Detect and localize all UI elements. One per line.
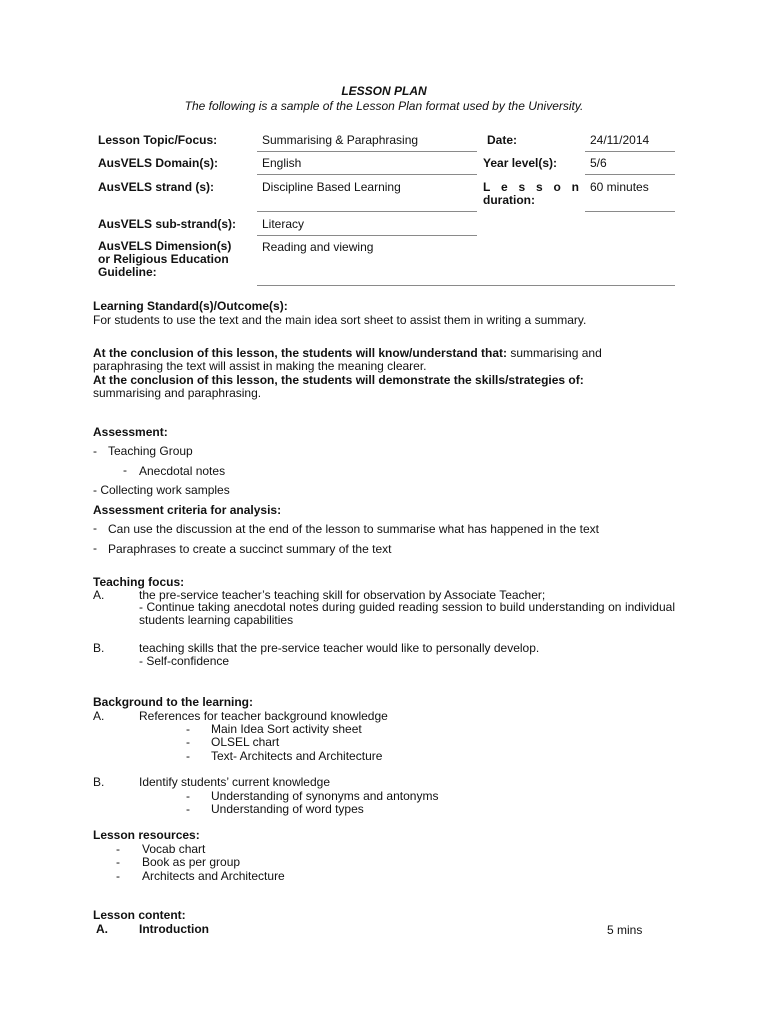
conclusion-know [93,346,602,360]
table-rule [585,174,675,175]
dimension-label-line: Guideline: [98,265,157,279]
dash-bullet: - [93,444,97,458]
duration-label: L e s s o n [483,180,579,194]
resource-item: Book as per group [142,855,241,869]
focus-a-sub: - Continue taking anecdotal notes during guided reading session to build understanding on individual students learning capabilities [139,600,675,627]
substrand-value: Literacy [262,217,305,231]
dash-bullet: - [186,802,190,816]
focus-letter: A. [93,588,105,602]
criteria-item: Can use the discussion at the end of the lesson to summarise what has happened in the text [108,522,599,536]
dash-bullet: - [186,789,190,803]
resource-item: Vocab chart [142,842,206,856]
dash-bullet: - [93,541,97,555]
background-b-item: Understanding of synonyms and antonyms [211,789,439,803]
content-a-time: 5 mins [607,923,643,937]
background-letter: B. [93,775,105,789]
table-rule [257,211,477,212]
topic-value: Summarising & Paraphrasing [262,133,419,147]
dash-bullet: - [93,521,97,535]
focus-a-text: the pre-service teacher’s teaching skill for observation by Associate Teacher; [139,588,546,602]
assessment-item: Teaching Group [108,444,193,458]
background-a-item: Text- Architects and Architecture [211,749,383,763]
criteria-item: Paraphrases to create a succinct summary of the text [108,542,392,556]
strand-label: AusVELS strand (s): [98,180,215,194]
conclusion-demo-lead: At the conclusion of this lesson, the students will demonstrate the skills/strategies of: [93,373,584,387]
conclusion-demo-text: summarising and paraphrasing. [93,386,262,400]
dash-bullet: - [186,735,190,749]
content-a-title: Introduction [139,922,209,936]
focus-b-text: teaching skills that the pre-service teacher would like to personally develop. [139,641,540,655]
background-a-item: Main Idea Sort activity sheet [211,722,362,736]
dimension-value: Reading and viewing [262,240,374,254]
resource-item: Architects and Architecture [142,869,285,883]
duration-label-2: duration: [483,193,535,207]
table-rule [257,285,675,286]
resources-heading: Lesson resources: [93,828,200,842]
year-label: Year level(s): [483,156,558,170]
date-label: Date: [487,133,518,147]
page-subtitle: The following is a sample of the Lesson Plan format used by the University. [184,99,584,113]
duration-value: 60 minutes [590,180,649,194]
dimension-label-line: AusVELS Dimension(s) [98,239,232,253]
dash-bullet: - [186,749,190,763]
dash-bullet: - [116,842,120,856]
focus-letter: B. [93,641,105,655]
assessment-item: - Collecting work samples [93,483,230,497]
dimension-label-line: or Religious Education [98,252,229,266]
table-rule [585,151,675,152]
teaching-focus-heading: Teaching focus: [93,575,185,589]
conclusion-know-cont: paraphrasing the text will assist in making the meaning clearer. [93,359,427,373]
page-title: LESSON PLAN [341,84,427,98]
background-a-item: OLSEL chart [211,735,280,749]
substrand-label: AusVELS sub-strand(s): [98,217,237,231]
focus-b-sub: - Self-confidence [139,654,230,668]
strand-value: Discipline Based Learning [262,180,401,194]
background-a-text: References for teacher background knowledge [139,709,388,723]
criteria-heading: Assessment criteria for analysis: [93,503,282,517]
table-rule [257,151,477,152]
dash-bullet: - [116,869,120,883]
conclusion-know-text: summarising and [507,346,602,360]
background-letter: A. [93,709,105,723]
table-rule [585,211,675,212]
learning-standard-heading: Learning Standard(s)/Outcome(s): [93,299,288,313]
background-heading: Background to the learning: [93,695,254,709]
background-b-item: Understanding of word types [211,802,364,816]
dash-bullet: - [123,463,127,477]
content-letter: A. [96,922,108,936]
table-rule [257,174,477,175]
year-value: 5/6 [590,156,607,170]
date-value: 24/11/2014 [590,133,650,147]
domain-label: AusVELS Domain(s): [98,156,219,170]
topic-label: Lesson Topic/Focus: [98,133,218,147]
domain-value: English [262,156,302,170]
content-heading: Lesson content: [93,908,186,922]
conclusion-know-lead: At the conclusion of this lesson, the students will know/understand that: [93,346,508,360]
assessment-subitem: Anecdotal notes [139,464,226,478]
learning-standard-text: For students to use the text and the main idea sort sheet to assist them in writing a summary. [93,313,587,327]
background-b-text: Identify students’ current knowledge [139,775,330,789]
assessment-heading: Assessment: [93,425,168,439]
dimension-label [98,240,231,279]
dash-bullet: - [186,722,190,736]
dash-bullet: - [116,855,120,869]
table-rule [257,235,477,236]
